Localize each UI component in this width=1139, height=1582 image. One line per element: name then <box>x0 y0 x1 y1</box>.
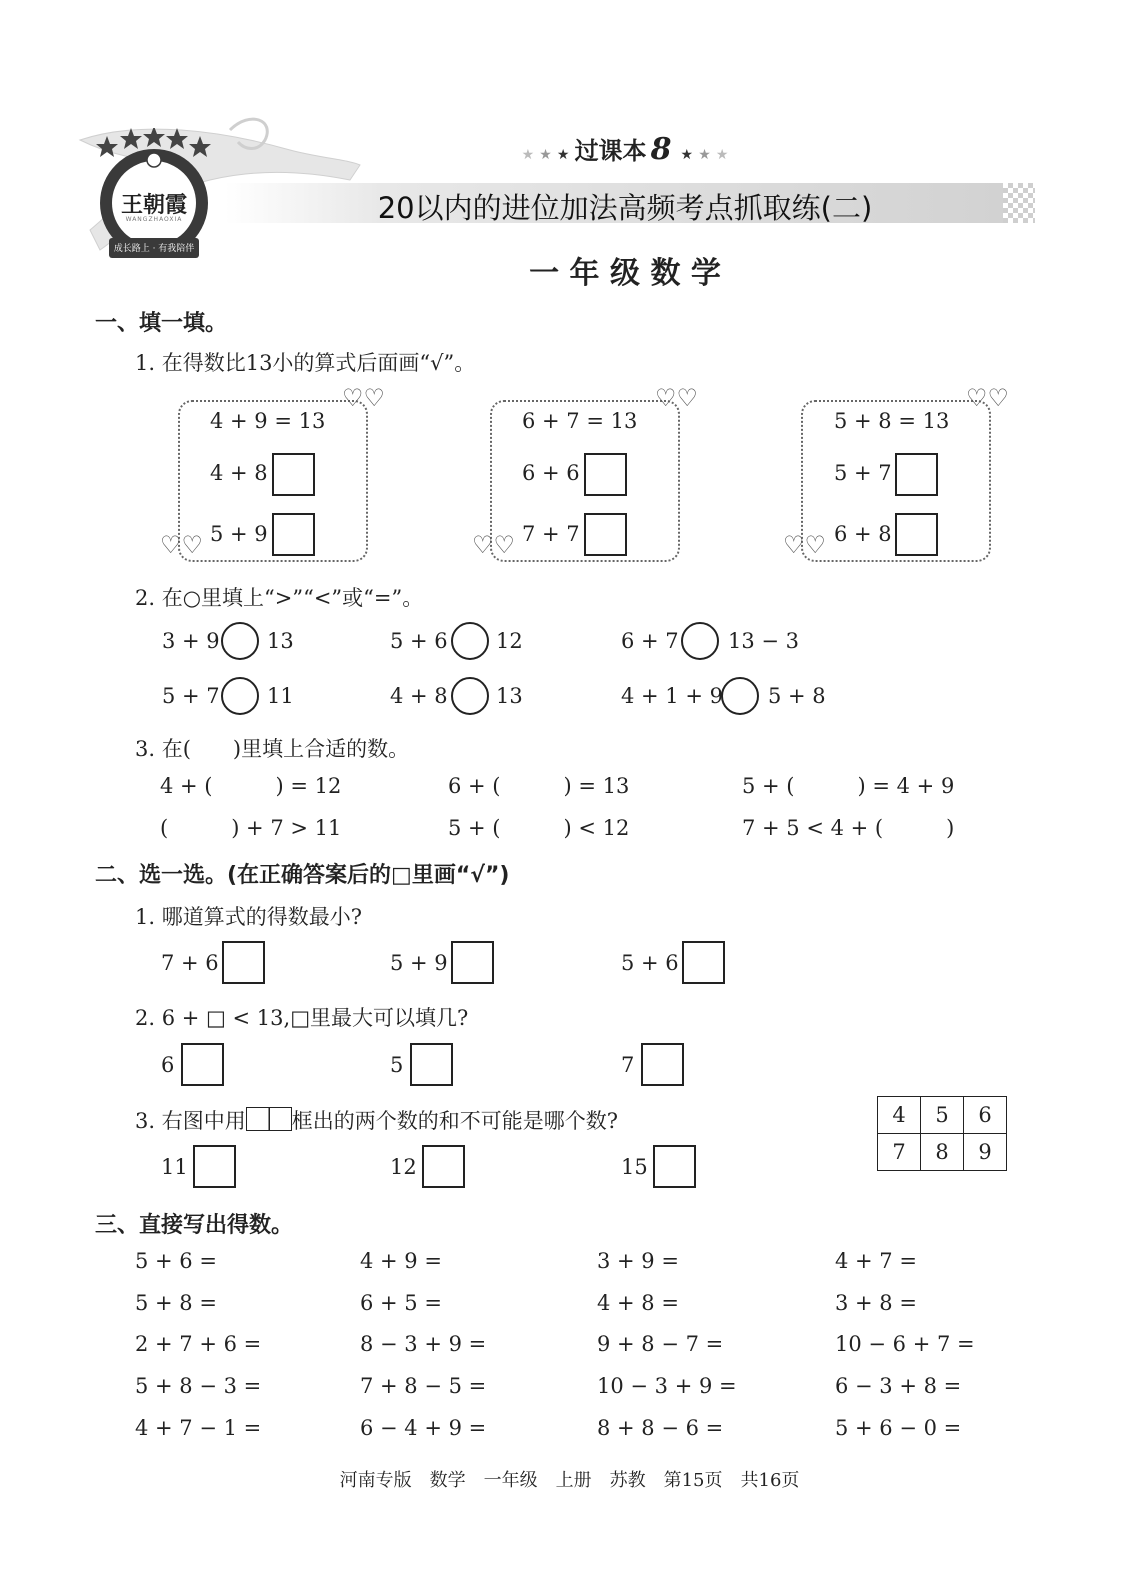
grid-cell: 6 <box>964 1097 1007 1134</box>
calc-item[interactable]: 5 + 8 = <box>135 1291 217 1315</box>
group-item: 4 + 8 <box>210 461 268 485</box>
choice-label: 5 + 9 <box>390 951 448 975</box>
fill-expression[interactable]: 6 + ( ) = 13 <box>448 774 630 798</box>
star-icon: ★ <box>521 147 535 163</box>
compare-right: 11 <box>267 684 294 708</box>
compare-right: 13 <box>496 684 523 708</box>
choice-label: 5 + 6 <box>621 951 679 975</box>
double-box-icon <box>246 1107 292 1131</box>
section3-heading: 三、直接写出得数。 <box>95 1213 294 1238</box>
page-subtitle: 一 年 级 数 学 <box>529 256 721 291</box>
compare-right: 12 <box>496 629 523 653</box>
fill-expression[interactable]: 4 + ( ) = 12 <box>160 774 342 798</box>
choice-label: 12 <box>390 1155 417 1179</box>
choice-box[interactable] <box>451 941 494 984</box>
star-icon: ★ <box>539 147 552 163</box>
grid-cell: 9 <box>964 1134 1007 1171</box>
calc-item[interactable]: 10 − 6 + 7 = <box>835 1332 975 1356</box>
s1q1-prompt: 1. 在得数比13小的算式后面画“√”。 <box>135 351 476 375</box>
fill-expression[interactable]: 5 + ( ) = 4 + 9 <box>742 774 955 798</box>
grid-cell: 8 <box>921 1134 964 1171</box>
answer-box[interactable] <box>272 513 315 556</box>
calc-item[interactable]: 8 + 8 − 6 = <box>597 1416 724 1440</box>
group-given: 4 + 9 = 13 <box>210 409 326 433</box>
choice-box[interactable] <box>181 1043 224 1086</box>
calc-item[interactable]: 4 + 7 − 1 = <box>135 1416 262 1440</box>
choice-label: 7 + 6 <box>161 951 219 975</box>
group-item: 6 + 8 <box>834 522 892 546</box>
section2-heading: 二、选一选。(在正确答案后的□里画“√”) <box>95 863 510 888</box>
number-grid <box>877 1096 1007 1171</box>
s1q2-prompt: 2. 在○里填上“>”“<”或“=”。 <box>135 586 424 610</box>
compare-circle[interactable] <box>451 622 489 660</box>
series-number: 8 <box>650 132 672 167</box>
calc-item[interactable]: 4 + 7 = <box>835 1249 917 1273</box>
calc-item[interactable]: 8 − 3 + 9 = <box>360 1332 487 1356</box>
fill-expression[interactable]: 7 + 5 < 4 + ( ) <box>742 816 955 840</box>
calc-item[interactable]: 4 + 9 = <box>360 1249 442 1273</box>
group-item: 5 + 9 <box>210 522 268 546</box>
compare-left: 5 + 7 <box>162 684 220 708</box>
hearts-icon: ♡♡ <box>160 531 204 559</box>
group-item: 5 + 7 <box>834 461 892 485</box>
s2q1-prompt: 1. 哪道算式的得数最小? <box>135 905 362 929</box>
choice-box[interactable] <box>422 1145 465 1188</box>
group-item: 6 + 6 <box>522 461 580 485</box>
compare-circle[interactable] <box>681 622 719 660</box>
calc-item[interactable]: 6 − 3 + 8 = <box>835 1374 962 1398</box>
group-given: 6 + 7 = 13 <box>522 409 638 433</box>
calc-item[interactable]: 6 + 5 = <box>360 1291 442 1315</box>
choice-label: 5 <box>390 1053 404 1077</box>
fill-expression[interactable]: 5 + ( ) < 12 <box>448 816 630 840</box>
compare-circle[interactable] <box>221 622 259 660</box>
title-bar-checker <box>1003 183 1035 223</box>
answer-box[interactable] <box>584 513 627 556</box>
answer-box[interactable] <box>272 453 315 496</box>
fill-expression[interactable]: ( ) + 7 > 11 <box>160 816 342 840</box>
calc-item[interactable]: 2 + 7 + 6 = <box>135 1332 262 1356</box>
calc-item[interactable]: 9 + 8 − 7 = <box>597 1332 724 1356</box>
compare-left: 3 + 9 <box>162 629 220 653</box>
compare-left: 5 + 6 <box>390 629 448 653</box>
grid-cell: 4 <box>878 1097 921 1134</box>
logo-brand: 王朝霞 <box>120 193 187 218</box>
choice-box[interactable] <box>222 941 265 984</box>
star-icon: ★ <box>680 147 694 163</box>
compare-circle[interactable] <box>721 677 759 715</box>
hearts-icon: ♡♡ <box>966 384 1010 412</box>
calc-item[interactable]: 5 + 6 = <box>135 1249 217 1273</box>
answer-box[interactable] <box>584 453 627 496</box>
compare-left: 6 + 7 <box>621 629 679 653</box>
choice-label: 7 <box>621 1053 635 1077</box>
calc-item[interactable]: 5 + 8 − 3 = <box>135 1374 262 1398</box>
grid-cell: 7 <box>878 1134 921 1171</box>
logo-slogan: 成长路上 · 有我陪伴 <box>113 244 195 254</box>
series-label <box>500 131 750 167</box>
group-item: 7 + 7 <box>522 522 580 546</box>
logo <box>95 128 213 268</box>
calc-item[interactable]: 10 − 3 + 9 = <box>597 1374 737 1398</box>
s1q3-prompt: 3. 在( )里填上合适的数。 <box>135 737 410 761</box>
calc-item[interactable]: 5 + 6 − 0 = <box>835 1416 962 1440</box>
answer-box[interactable] <box>895 513 938 556</box>
star-icon: ★ <box>698 147 711 163</box>
choice-label: 11 <box>161 1155 188 1179</box>
calc-item[interactable]: 3 + 9 = <box>597 1249 679 1273</box>
hearts-icon: ♡♡ <box>472 531 516 559</box>
choice-box[interactable] <box>410 1043 453 1086</box>
series-name: 过课本 <box>574 137 647 165</box>
hearts-icon: ♡♡ <box>783 531 827 559</box>
group-given: 5 + 8 = 13 <box>834 409 950 433</box>
choice-box[interactable] <box>653 1145 696 1188</box>
page-footer: 河南专版 数学 一年级 上册 苏教 第15页 共16页 <box>339 1470 800 1491</box>
calc-item[interactable]: 7 + 8 − 5 = <box>360 1374 487 1398</box>
hearts-icon: ♡♡ <box>342 384 386 412</box>
star-icon: ★ <box>715 147 729 163</box>
s2q2-prompt: 2. 6 + □ < 13,□里最大可以填几? <box>135 1006 469 1030</box>
choice-label: 6 <box>161 1053 175 1077</box>
grid-cell: 5 <box>921 1097 964 1134</box>
calc-item[interactable]: 3 + 8 = <box>835 1291 917 1315</box>
choice-box[interactable] <box>641 1043 684 1086</box>
compare-right: 13 <box>267 629 294 653</box>
compare-right: 5 + 8 <box>768 684 826 708</box>
compare-left: 4 + 1 + 9 <box>621 684 723 708</box>
compare-left: 4 + 8 <box>390 684 448 708</box>
page-title: 20以内的进位加法高频考点抓取练(二) <box>377 191 873 225</box>
logo-ring-text: WANGZHAOXIA <box>125 216 183 223</box>
calc-item[interactable]: 4 + 8 = <box>597 1291 679 1315</box>
s2q3-prompt-a: 3. 右图中用 <box>135 1109 246 1133</box>
compare-circle[interactable] <box>221 677 259 715</box>
calc-item[interactable]: 6 − 4 + 9 = <box>360 1416 487 1440</box>
answer-box[interactable] <box>895 453 938 496</box>
star-icon: ★ <box>556 147 570 163</box>
hearts-icon: ♡♡ <box>655 384 699 412</box>
s2q3-prompt <box>135 1105 618 1135</box>
compare-right: 13 − 3 <box>728 629 800 653</box>
choice-box[interactable] <box>682 941 725 984</box>
section1-heading: 一、填一填。 <box>95 311 228 336</box>
choice-label: 15 <box>621 1155 648 1179</box>
s2q3-prompt-b: 框出的两个数的和不可能是哪个数? <box>291 1109 618 1133</box>
compare-circle[interactable] <box>451 677 489 715</box>
choice-box[interactable] <box>193 1145 236 1188</box>
